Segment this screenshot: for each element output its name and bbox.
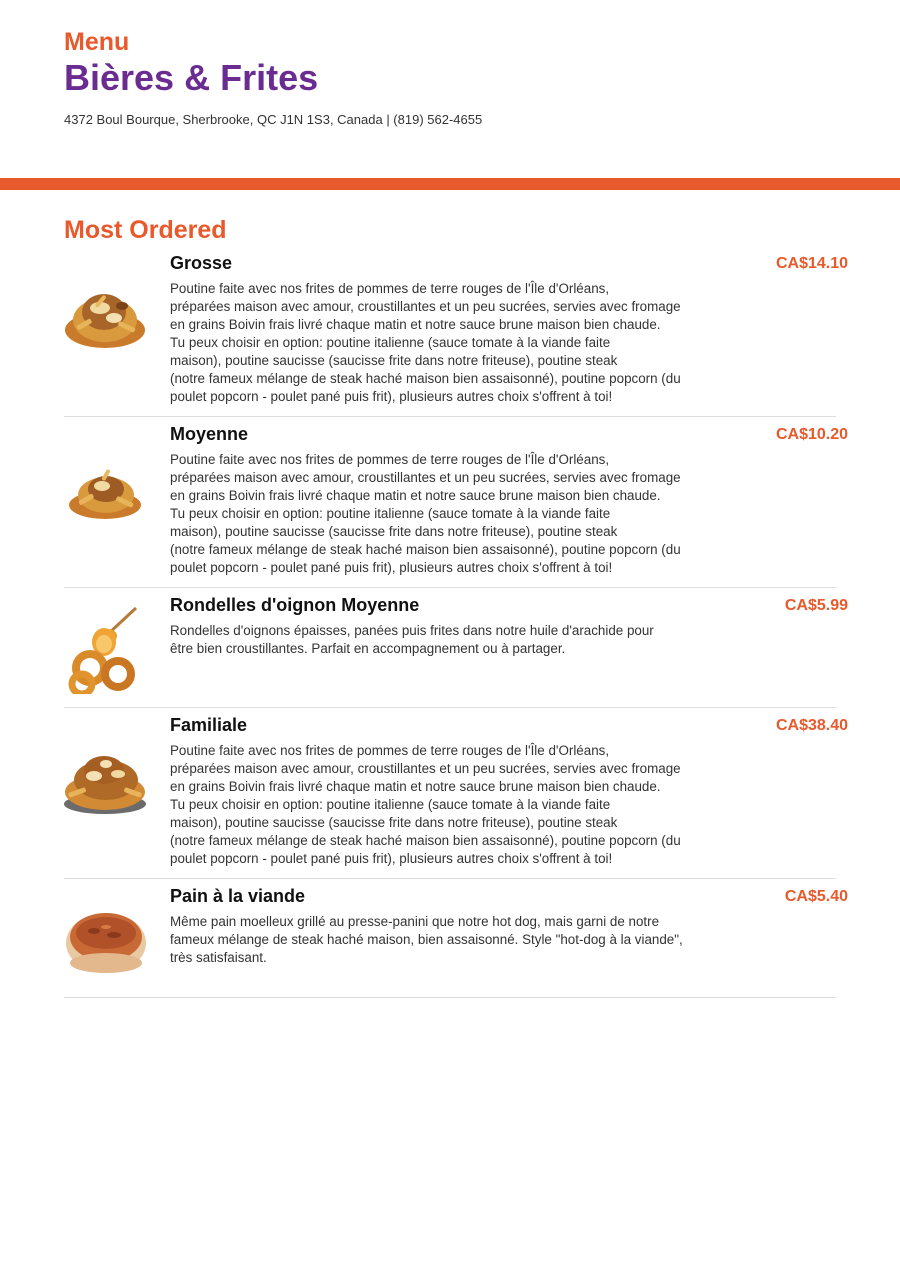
menu-item-price: CA$14.10 (775, 255, 848, 272)
menu-item-name: Moyenne (170, 424, 249, 444)
menu-item-description: Poutine faite avec nos frites de pommes de terre rouges de l'Île d'Orléans, préparées maison avec amour, croustillantes et un peu sucrées, servies avec fromage en grains Boivin frais livré chaque matin et notre sauce brune maison bien chaude. Tu peux choisir en option: poutine italienne (sauce tomate à la viande faite maison), poutine saucisse (saucisse frite dans notre friteuse), poutine steak (notre fameux mélange de steak haché maison bien assaisonné), poutine popcorn (du poulet popcorn - poulet pané puis frit), plusieurs autres choix s'offrent à toi! (170, 281, 681, 404)
restaurant-address: 4372 Boul Bourque, Sherbrooke, QC J1N 1S3, Canada | (819) 562-4655 (64, 112, 483, 127)
menu-item[interactable] (64, 588, 848, 708)
menu-item[interactable] (64, 708, 848, 879)
menu-item-body (170, 252, 730, 406)
menu-item-description: Rondelles d'oignons épaisses, panées puis frites dans notre huile d'arachide pour être bien croustillantes. Parfait en accompagnement ou à partager. (170, 623, 654, 656)
menu-item-price: CA$5.40 (784, 888, 848, 905)
menu-item-name: Familiale (170, 715, 248, 735)
menu-item-body (170, 885, 730, 967)
menu-item-name: Grosse (170, 253, 233, 273)
meat-bun-image (64, 895, 146, 985)
menu-item-list (64, 250, 848, 998)
menu-item-name: Pain à la viande (170, 886, 306, 906)
menu-item[interactable] (64, 417, 848, 588)
menu-item-description: Poutine faite avec nos frites de pommes de terre rouges de l'Île d'Orléans, préparées maison avec amour, croustillantes et un peu sucrées, servies avec fromage en grains Boivin frais livré chaque matin et notre sauce brune maison bien chaude. Tu peux choisir en option: poutine italienne (sauce tomate à la viande faite maison), poutine saucisse (saucisse frite dans notre friteuse), poutine steak (notre fameux mélange de steak haché maison bien assaisonné), poutine popcorn (du poulet popcorn - poulet pané puis frit), plusieurs autres choix s'offrent à toi! (170, 452, 681, 575)
menu-item-description: Poutine faite avec nos frites de pommes de terre rouges de l'Île d'Orléans, préparées maison avec amour, croustillantes et un peu sucrées, servies avec fromage en grains Boivin frais livré chaque matin et notre sauce brune maison bien chaude. Tu peux choisir en option: poutine italienne (sauce tomate à la viande faite maison), poutine saucisse (saucisse frite dans notre friteuse), poutine steak (notre fameux mélange de steak haché maison bien assaisonné), poutine popcorn (du poulet popcorn - poulet pané puis frit), plusieurs autres choix s'offrent à toi! (170, 743, 681, 866)
menu-item[interactable] (64, 879, 848, 998)
onion-rings-image (64, 604, 146, 694)
menu-item-body (170, 423, 730, 577)
accent-divider (0, 178, 900, 190)
menu-label: Menu (64, 28, 130, 56)
menu-item-price: CA$10.20 (775, 426, 848, 443)
restaurant-name: Bières & Frites (64, 57, 319, 98)
menu-item-price: CA$38.40 (775, 717, 848, 734)
menu-item-description: Même pain moelleux grillé au presse-panini que notre hot dog, mais garni de notre fameux mélange de steak haché maison, bien assaisonné. Style "hot-dog à la viande", très satisfaisant. (170, 914, 683, 965)
poutine-family-image (64, 724, 146, 814)
poutine-large-image (64, 260, 146, 350)
menu-item-body (170, 714, 730, 868)
poutine-medium-image (64, 431, 146, 521)
menu-item-price: CA$5.99 (784, 597, 848, 614)
section-title: Most Ordered (64, 216, 227, 244)
menu-item[interactable] (64, 250, 848, 417)
menu-header (64, 28, 844, 128)
menu-item-name: Rondelles d'oignon Moyenne (170, 595, 420, 615)
menu-item-body (170, 594, 730, 658)
